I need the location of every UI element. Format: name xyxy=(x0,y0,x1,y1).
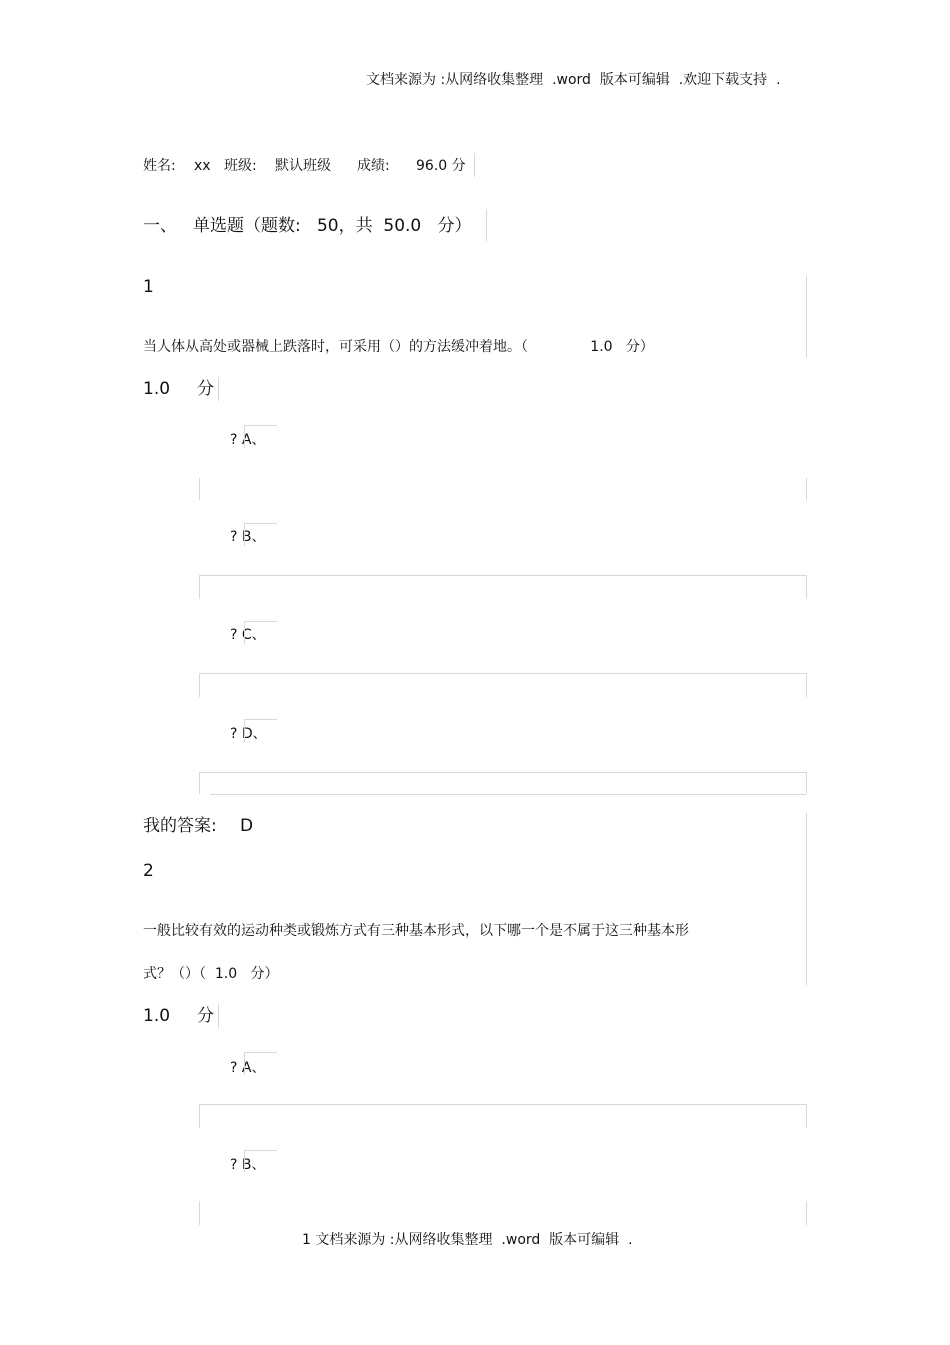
divider xyxy=(199,478,200,500)
question-text-line-2: 式？（）（ 1.0 分） xyxy=(143,966,279,982)
question-text: 当人体从高处或器械上跌落时，可采用（）的方法缓冲着地。（ 1.0 分） xyxy=(143,339,654,355)
divider xyxy=(806,772,807,794)
page-footer: 1 文档来源为 :从网络收集整理 .word 版本可编辑 . xyxy=(302,1232,633,1248)
class-label: 班级: xyxy=(224,158,257,174)
divider xyxy=(806,1104,807,1128)
option-b[interactable]: ? B、 xyxy=(230,1157,266,1173)
divider xyxy=(486,209,487,241)
question-number: 1 xyxy=(143,277,154,297)
divider xyxy=(474,153,475,177)
option-box xyxy=(244,1150,277,1173)
divider xyxy=(806,575,807,599)
option-box xyxy=(244,621,277,644)
question-score: 1.0 分 xyxy=(143,379,215,399)
option-box xyxy=(244,425,277,448)
divider xyxy=(199,1201,200,1225)
divider xyxy=(199,772,200,794)
page-header: 文档来源为 :从网络收集整理 .word 版本可编辑 .欢迎下载支持 . xyxy=(366,72,781,88)
option-box xyxy=(244,1052,277,1075)
option-b[interactable]: ? B、 xyxy=(230,529,266,545)
question-text-line-1: 一般比较有效的运动种类或锻炼方式有三种基本形式，以下哪一个是不属于这三种基本形 xyxy=(143,923,689,939)
divider xyxy=(199,673,200,697)
my-answer-label: 我的答案: xyxy=(143,816,217,836)
option-box xyxy=(244,719,277,742)
divider xyxy=(806,1201,807,1225)
divider xyxy=(806,478,807,500)
divider xyxy=(218,377,219,401)
name-value: xx xyxy=(194,158,211,174)
divider xyxy=(199,772,806,773)
divider xyxy=(199,575,806,576)
divider xyxy=(199,575,200,599)
divider xyxy=(199,1104,200,1128)
my-answer-value: D xyxy=(240,816,254,836)
divider xyxy=(806,813,807,985)
divider xyxy=(199,673,806,674)
question-score: 1.0 分 xyxy=(143,1006,215,1026)
section-title: 单选题（题数: 50，共 50.0 分） xyxy=(193,216,472,236)
score-label: 成绩: xyxy=(357,158,390,174)
question-number: 2 xyxy=(143,861,154,881)
divider xyxy=(218,1004,219,1028)
option-c[interactable]: ? C、 xyxy=(230,627,266,643)
option-d[interactable]: ? D、 xyxy=(230,726,267,742)
option-box xyxy=(244,523,277,546)
section-number: 一、 xyxy=(143,216,177,236)
divider xyxy=(806,276,807,358)
divider xyxy=(210,794,806,795)
score-value: 96.0 分 xyxy=(416,158,466,174)
class-value: 默认班级 xyxy=(275,158,331,174)
option-a[interactable]: ? A、 xyxy=(230,1060,266,1076)
option-a[interactable]: ? A、 xyxy=(230,432,266,448)
divider xyxy=(199,1104,806,1105)
divider xyxy=(806,673,807,697)
name-label: 姓名: xyxy=(143,158,176,174)
